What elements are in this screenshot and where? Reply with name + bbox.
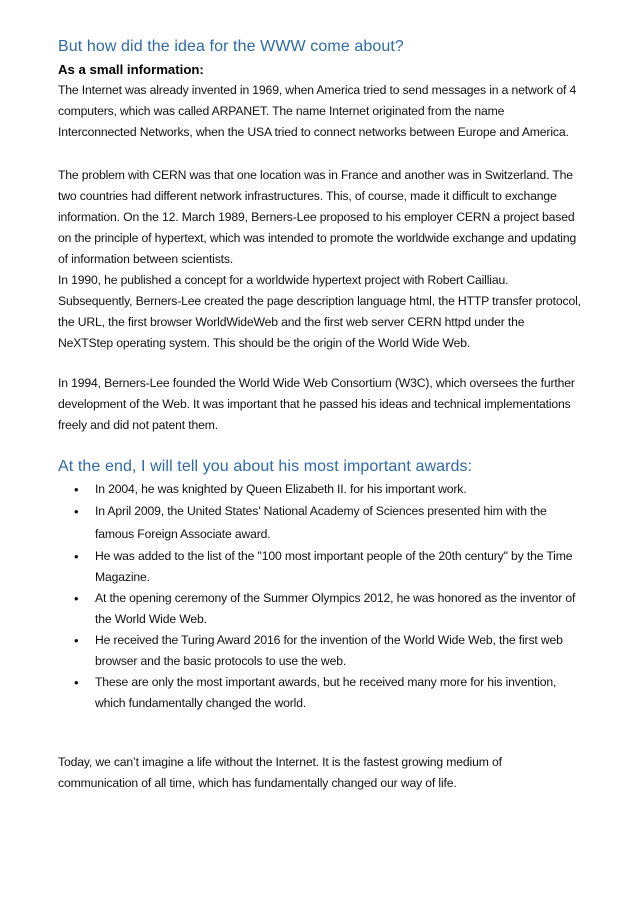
award-item: • At the opening ceremony of the Summer Olympics 2012, he was honored as the inventor of the World Wide Web.: [58, 588, 582, 630]
awards-list: [58, 479, 582, 714]
award-item: • In April 2009, the United States' National Academy of Sciences presented him with the famous Foreign Associate award.: [58, 500, 582, 546]
heading-awards: At the end, I will tell you about his most important awards:: [58, 458, 473, 475]
heading-www-idea: But how did the idea for the WWW come about?: [58, 38, 404, 55]
paragraph-1994-w3c: In 1994, Berners-Lee founded the World Wide Web Consortium (W3C), which oversees the further development of the Web. It was important that he passed his ideas and technical implementations freely and did not patent them.: [58, 376, 575, 432]
award-item: • These are only the most important awards, but he received many more for his invention, which fundamentally changed the world.: [58, 672, 582, 714]
document-body: [58, 38, 582, 794]
paragraph-cern-problem: The problem with CERN was that one location was in France and another was in Switzerland. The two countries had different network infrastructures. This, of course, made it difficult to exchange information. On the 12. March 1989, Berners-Lee proposed to his employer CERN a project based on the principle of hypertext, which was intended to promote the worldwide exchange and updating of information between scientists.: [58, 168, 577, 266]
paragraph-internet-history: The Internet was already invented in 1969, when America tried to send messages in a network of 4 computers, which was called ARPANET. The name Internet originated from the name Interconnected Networks, when the USA tried to connect networks between Europe and America.: [58, 83, 577, 139]
subheading-small-information: As a small information:: [58, 62, 204, 77]
paragraph-1990-concept: In 1990, he published a concept for a worldwide hypertext project with Robert Cailliau. Subsequently, Berners-Lee created the page description language html, the HTTP transfer protocol, the URL, the first browser WorldWideWeb and the first web server CERN httpd under the NeXTStep operating system. This should be the origin of the World Wide Web.: [58, 273, 581, 350]
award-item: • In 2004, he was knighted by Queen Elizabeth II. for his important work.: [58, 479, 582, 500]
paragraph-conclusion: Today, we can’t imagine a life without the Internet. It is the fastest growing medium of communication of all time, which has fundamentally changed our way of life.: [58, 755, 502, 790]
award-item: • He received the Turing Award 2016 for the invention of the World Wide Web, the first web browser and the basic protocols to use the web.: [58, 630, 582, 672]
award-item: • He was added to the list of the "100 most important people of the 20th century" by the Time Magazine.: [58, 546, 582, 588]
